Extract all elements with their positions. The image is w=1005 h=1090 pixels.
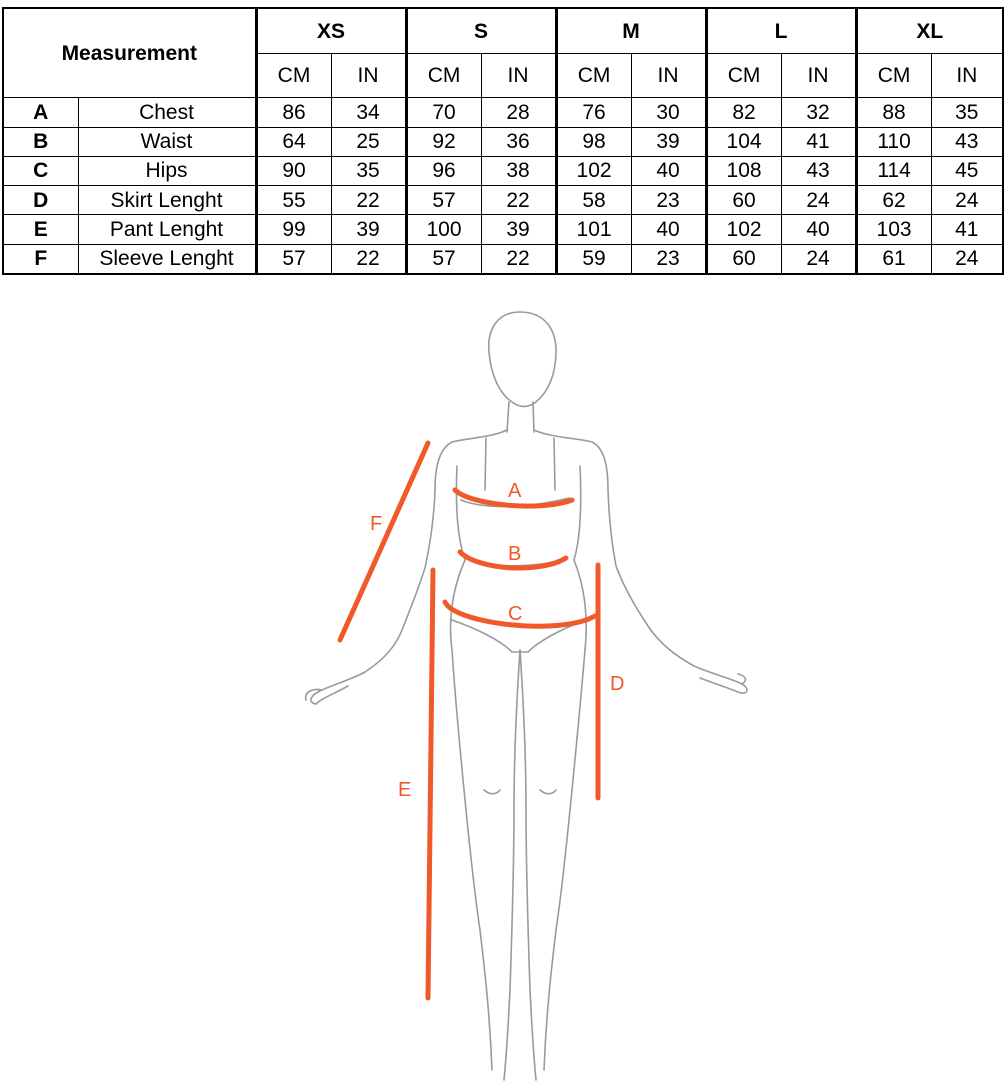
measurement-value: 35 xyxy=(331,156,406,185)
measurement-value: 40 xyxy=(631,215,706,244)
measurement-value: 90 xyxy=(256,156,331,185)
measurement-value: 57 xyxy=(406,186,481,215)
measurement-value: 30 xyxy=(631,98,706,127)
unit-in-header: IN xyxy=(481,54,556,98)
measurement-value: 45 xyxy=(931,156,1003,185)
measurement-value: 76 xyxy=(556,98,631,127)
measurement-value: 40 xyxy=(631,156,706,185)
measurement-value: 40 xyxy=(781,215,856,244)
skirt-length-label: D xyxy=(610,673,625,695)
body-outline xyxy=(306,312,747,1080)
measurement-value: 102 xyxy=(556,156,631,185)
measurement-value: 104 xyxy=(706,127,781,156)
measurement-value: 28 xyxy=(481,98,556,127)
measurement-header: Measurement xyxy=(3,8,256,98)
measurement-value: 101 xyxy=(556,215,631,244)
unit-cm-header: CM xyxy=(706,54,781,98)
measurement-code: F xyxy=(3,244,78,274)
measurement-value: 82 xyxy=(706,98,781,127)
size-s-header: S xyxy=(406,8,556,54)
measurement-value: 39 xyxy=(631,127,706,156)
measurement-name: Hips xyxy=(78,156,256,185)
measurement-value: 92 xyxy=(406,127,481,156)
measurement-value: 86 xyxy=(256,98,331,127)
measurement-markers xyxy=(340,443,624,998)
measurement-code: A xyxy=(3,98,78,127)
measurement-name: Skirt Lenght xyxy=(78,186,256,215)
measurement-value: 55 xyxy=(256,186,331,215)
measurement-value: 70 xyxy=(406,98,481,127)
measurement-row xyxy=(3,156,1003,185)
measurement-name: Pant Lenght xyxy=(78,215,256,244)
measurement-value: 24 xyxy=(781,244,856,274)
measurement-value: 96 xyxy=(406,156,481,185)
measurement-value: 22 xyxy=(331,186,406,215)
measurement-name: Waist xyxy=(78,127,256,156)
measurement-value: 23 xyxy=(631,186,706,215)
measurement-value: 59 xyxy=(556,244,631,274)
measurement-row xyxy=(3,98,1003,127)
measurement-value: 102 xyxy=(706,215,781,244)
pant-length-marker xyxy=(428,570,433,998)
measurement-value: 24 xyxy=(781,186,856,215)
measurement-value: 35 xyxy=(931,98,1003,127)
measurement-value: 22 xyxy=(481,244,556,274)
measurement-value: 43 xyxy=(931,127,1003,156)
measurement-value: 98 xyxy=(556,127,631,156)
measurement-value: 60 xyxy=(706,186,781,215)
chest-label: A xyxy=(508,480,522,502)
waist-label: B xyxy=(508,543,522,565)
measurement-value: 24 xyxy=(931,244,1003,274)
measurement-row xyxy=(3,186,1003,215)
unit-cm-header: CM xyxy=(406,54,481,98)
measurement-value: 60 xyxy=(706,244,781,274)
measurement-value: 39 xyxy=(481,215,556,244)
measurement-value: 100 xyxy=(406,215,481,244)
measurement-value: 64 xyxy=(256,127,331,156)
measurement-value: 57 xyxy=(406,244,481,274)
measurement-value: 43 xyxy=(781,156,856,185)
unit-in-header: IN xyxy=(781,54,856,98)
body-measurement-figure xyxy=(0,290,1005,1085)
measurement-name: Chest xyxy=(78,98,256,127)
measurement-value: 32 xyxy=(781,98,856,127)
measurement-value: 103 xyxy=(856,215,931,244)
body-illustration xyxy=(0,290,1005,1085)
measurement-value: 57 xyxy=(256,244,331,274)
measurement-value: 114 xyxy=(856,156,931,185)
size-l-header: L xyxy=(706,8,856,54)
measurement-code: D xyxy=(3,186,78,215)
measurement-value: 38 xyxy=(481,156,556,185)
measurement-value: 23 xyxy=(631,244,706,274)
size-chart-table xyxy=(2,7,1004,275)
measurement-code: C xyxy=(3,156,78,185)
measurement-value: 22 xyxy=(481,186,556,215)
measurement-row xyxy=(3,215,1003,244)
measurement-value: 110 xyxy=(856,127,931,156)
measurement-value: 34 xyxy=(331,98,406,127)
size-header-row xyxy=(3,8,1003,54)
hips-label: C xyxy=(508,603,523,625)
unit-cm-header: CM xyxy=(256,54,331,98)
size-xl-header: XL xyxy=(856,8,1003,54)
measurement-value: 62 xyxy=(856,186,931,215)
measurement-value: 61 xyxy=(856,244,931,274)
sleeve-length-label: F xyxy=(370,513,383,535)
unit-in-header: IN xyxy=(331,54,406,98)
unit-in-header: IN xyxy=(931,54,1003,98)
measurement-value: 88 xyxy=(856,98,931,127)
measurement-code: B xyxy=(3,127,78,156)
measurement-row xyxy=(3,127,1003,156)
pant-length-label: E xyxy=(398,779,412,801)
unit-cm-header: CM xyxy=(856,54,931,98)
measurement-row xyxy=(3,244,1003,274)
measurement-value: 99 xyxy=(256,215,331,244)
measurement-value: 108 xyxy=(706,156,781,185)
measurement-value: 39 xyxy=(331,215,406,244)
size-m-header: M xyxy=(556,8,706,54)
measurement-code: E xyxy=(3,215,78,244)
measurement-value: 41 xyxy=(931,215,1003,244)
measurement-value: 41 xyxy=(781,127,856,156)
measurement-value: 36 xyxy=(481,127,556,156)
sleeve-length-marker xyxy=(340,443,428,640)
measurement-value: 25 xyxy=(331,127,406,156)
measurement-value: 24 xyxy=(931,186,1003,215)
measurement-value: 22 xyxy=(331,244,406,274)
size-table-body xyxy=(3,98,1003,274)
measurement-name: Sleeve Lenght xyxy=(78,244,256,274)
unit-cm-header: CM xyxy=(556,54,631,98)
measurement-value: 58 xyxy=(556,186,631,215)
unit-in-header: IN xyxy=(631,54,706,98)
size-xs-header: XS xyxy=(256,8,406,54)
